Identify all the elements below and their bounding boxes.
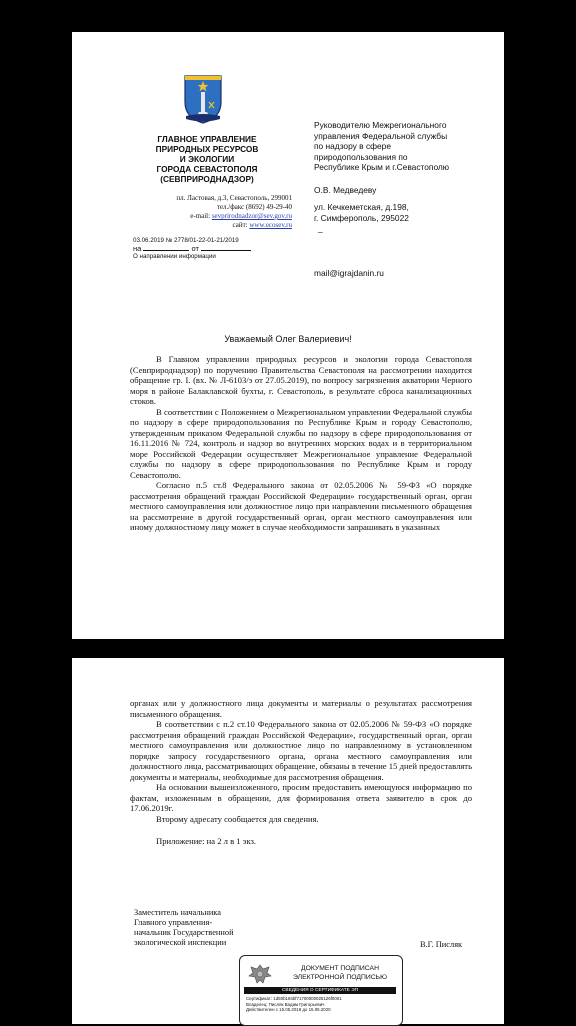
stamp-certificate-info [246,996,396,1013]
signer-title-line: экологической инспекции [134,938,227,947]
body-paragraph: В соответствии с п.2 ст.10 Федерального закона от 02.05.2006 № 59-ФЗ «О порядке рассмотрения обращений граждан Российской Федерации», государственный орган, орган местного самоуправления или должностное лицо по направленному в установленном порядке запросу государственного органа, органа местного самоуправления или должностного лица, рассматривающих обращение, обязаны в течение 15 дней предоставлять документы и материалы, необходимые для рассмотрения обращения. [130,719,472,782]
org-address: пл. Ластовая, д.3, Севастополь, 299001 [176,194,292,202]
reg-reference-line [133,245,283,253]
recipient-dash: _ [318,223,323,233]
email-label: e-mail: [190,212,212,220]
org-line: ГОРОДА СЕВАСТОПОЛЯ [156,164,258,174]
letter-body-page-1 [130,354,472,533]
stamp-title-line: ДОКУМЕНТ ПОДПИСАН [301,965,379,972]
stamp-title-line: ЭЛЕКТРОННОЙ ПОДПИСЬЮ [293,973,387,981]
recipient-address-street: ул. Кечкеметская, д.198, [314,202,409,212]
site-label: сайт: [232,221,250,229]
letter-page-1 [72,32,504,639]
signer-title-line: начальник Государственной [134,928,234,937]
organization-name [127,134,287,184]
letter-body-page-2 [130,698,472,847]
letter-page-2 [72,658,504,1024]
body-paragraph: Согласно п.5 ст.8 Федерального закона от 02.05.2006 № 59-ФЗ «О порядке рассмотрения обращений граждан Российской Федерации» государственный орган, орган местного самоуправления или должностное лицо при направлении письменного обращения на рассмотрение в другой государственный орган, орган местного самоуправления или иному должностному лицу может в случае необходимости запрашивать в указанных [130,480,472,532]
recipient-line: Руководителю Межрегионального [314,120,447,130]
body-paragraph: Второму адресату сообщается для сведения. [156,813,319,824]
reg-na-label: на [133,244,142,253]
org-site-link[interactable]: www.ecosev.ru [249,221,292,229]
reg-ot-label: от [191,244,199,253]
recipient-address-city: г. Симферополь, 295022 [314,212,409,223]
signature-block [134,908,234,948]
body-paragraph: органах или у должностного лица документы и материалы о результатах рассмотрения письменного обращения. [130,698,472,719]
registration-block [133,237,283,261]
signer-name: В.Г. Писляк [420,940,463,949]
org-email-row [112,212,292,221]
sevastopol-coat-of-arms [183,72,223,124]
org-phone: тел./факс (8692) 49-29-40 [216,203,292,211]
stamp-cert-number: Сертификат: 1d50b184bf71700000025126f0001 [246,996,342,1001]
recipient-block [314,120,484,278]
stamp-validity: Действителен с 15.05.2019 до 15.05.2020 [246,1007,331,1013]
body-paragraph: В Главном управлении природных ресурсов и экологии города Севастополя (Севприроднадзор) по поручению Правительства Севастополя на рассмотрении находится обращение гр. І. (вх. № Л-6103/э от 27.05.2019), по вопросу загрязнения акватории Черного моря в районе Балаклавской бухты, г. Севастополь, в результате сброса канализационных стоков. [130,354,472,406]
org-email-link[interactable]: sevprirodnadzor@sev.gov.ru [211,212,292,220]
body-paragraph: На основании вышеизложенного, просим предоставить имеющуюся информацию по фактам, изложенным в обращении, для формирования ответа заявителю в срок до 17.06.2019г. [130,782,472,813]
org-line: И ЭКОЛОГИИ [179,154,235,164]
russian-emblem-icon [247,962,273,986]
electronic-signature-stamp [239,955,403,1026]
org-line: ГЛАВНОЕ УПРАВЛЕНИЕ [157,134,257,144]
org-line: ПРИРОДНЫХ РЕСУРСОВ [155,144,259,154]
stamp-certificate-header: СВЕДЕНИЯ О СЕРТИФИКАТЕ ЭП [244,987,396,994]
attachment-note: Приложение: на 2 л в 1 экз. [156,836,257,846]
stamp-title [285,965,395,982]
body-paragraph: В соответствии с Положением о Межрегиональном управлении Федеральной службы по надзору в сфере природопользования по Республике Крым и городу Севастополю, утвержденным приказом Федеральной службы по надзору в сфере природопользования от 16.11.2016 № 724, контроль и надзор во внутренних морских водах и в территориальном море Российской Федерации осуществляет Межрегиональное управление Федеральной службы по надзору в сфере природопользования по Республике Крым и городу Севастополю. [130,406,472,480]
signer-title-line: Главного управления- [134,918,213,927]
signer-title-line: Заместитель начальника [134,908,221,917]
reg-subject-note: О направлении информации [133,253,216,260]
org-site-row [112,221,292,230]
recipient-line: управления Федеральной службы [314,130,448,141]
recipient-line: Республике Крым и г.Севастополю [314,162,450,172]
recipient-name: О.В. Медведеву [314,184,377,195]
greeting: Уважаемый Олег Валериевич! [224,334,352,344]
org-line: (СЕВПРИРОДНАДЗОР) [160,174,254,184]
recipient-line: природопользования по [314,151,408,162]
recipient-email: mail@igrajdanin.ru [314,267,384,278]
contact-block [112,194,292,230]
stamp-owner: Владелец: Писляк Вадим Григорьевич [246,1001,325,1007]
recipient-line: по надзору в сфере [314,141,391,151]
reg-number: 03.06.2019 № 2778/01-22-01-21/2019 [133,237,239,244]
